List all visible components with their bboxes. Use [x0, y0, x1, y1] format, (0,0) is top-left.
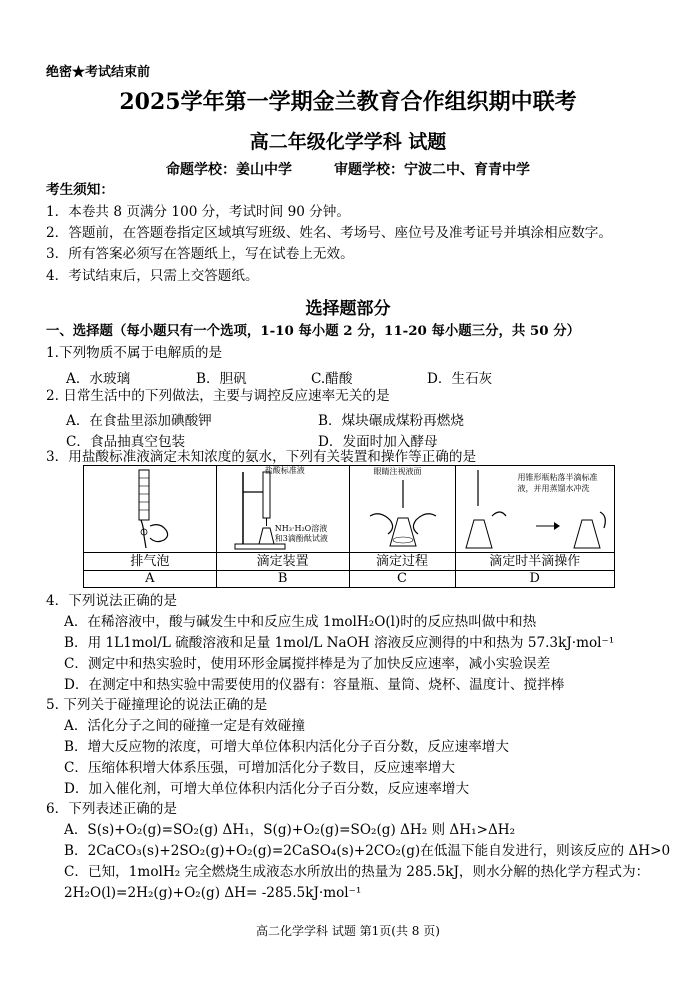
- q4-option-a: A．在稀溶液中，酸与碱发生中和反应生成 1molH₂O(l)时的反应热叫做中和热: [64, 614, 537, 630]
- secret-label: 绝密★考试结束前: [46, 65, 151, 80]
- q6-option-a: A．S(s)+O₂(g)=SO₂(g) ΔH₁，S(g)+O₂(g)=SO₂(g) ΔH₂ 则 ΔH₁>ΔH₂: [64, 822, 516, 838]
- q2-option-d: D．发面时加入酵母: [318, 434, 438, 450]
- figure-letter: A: [84, 571, 217, 588]
- q1-option-a: A．水玻璃: [66, 371, 131, 387]
- author-line: 命题学校：姜山中学 审题学校：宁波二中、育青中学: [166, 162, 530, 178]
- burette-bubble-icon: [84, 466, 217, 552]
- question-4-stem: 4．下列说法正确的是: [46, 593, 177, 609]
- q6-option-b: B．2CaCO₃(s)+2SO₂(g)+O₂(g)=2CaSO₄(s)+2CO₂(g)在低温下能自发进行，则该反应的 ΔH>0: [64, 843, 671, 859]
- figure-caption: 滴定装置: [216, 553, 349, 571]
- notice-item: 4．考试结束后，只需上交答题纸。: [46, 268, 259, 284]
- titration-process-icon: [350, 466, 456, 552]
- figure-cell-a: [84, 466, 217, 553]
- figure-caption: 滴定过程: [349, 553, 455, 571]
- q5-option-d: D．加入催化剂，可增大单位体积内活化分子百分数，反应速率增大: [64, 781, 470, 797]
- half-drop-label-2: 液，并用蒸馏水冲洗: [517, 484, 590, 493]
- figure-caption: 排气泡: [84, 553, 217, 571]
- q1-option-b: B．胆矾: [196, 371, 247, 387]
- notice-heading: 考生须知：: [46, 182, 114, 198]
- q1-option-d: D．生石灰: [427, 371, 493, 387]
- q1-option-c: C.醋酸: [311, 371, 353, 387]
- notice-item: 2．答题前，在答题卷指定区域填写班级、姓名、考场号、座位号及准考证号并填涂相应数字。: [46, 225, 612, 241]
- page-footer: 高二化学学科 试题 第1页(共 8 页): [256, 924, 440, 938]
- ammonia-solution-label: NH₃·H₂O溶液: [274, 524, 328, 533]
- question-3-stem: 3．用盐酸标准液滴定未知浓度的氨水，下列有关装置和操作等正确的是: [46, 449, 477, 465]
- q5-option-b: B．增大反应物的浓度，可增大单位体积内活化分子百分数，反应速率增大: [64, 739, 509, 755]
- standard-hcl-label: 盐酸标准液: [264, 466, 305, 475]
- eye-watch-label: 眼睛注视液面: [373, 467, 422, 476]
- figure-letter: C: [349, 571, 455, 588]
- part-heading: 一、选择题（每小题只有一个选项，1-10 每小题 2 分，11-20 每小题三分，共 50 分）: [46, 323, 580, 339]
- titration-figure-table: [83, 465, 615, 588]
- figure-cell-c: [349, 466, 455, 553]
- notice-item: 3．所有答案必须写在答题纸上，写在试卷上无效。: [46, 246, 354, 262]
- q2-option-a: A．在食盐里添加碘酸钾: [66, 413, 212, 429]
- question-5-stem: 5. 下列关于碰撞理论的说法正确的是: [46, 697, 268, 713]
- question-2-stem: 2. 日常生活中的下列做法，主要与调控反应速率无关的是: [46, 388, 390, 404]
- question-6-stem: 6．下列表述正确的是: [46, 801, 177, 817]
- q6-option-c: C．已知，1molH₂ 完全燃烧生成液态水所放出的热量为 285.5kJ，则水分解的热化学方程式为：: [64, 864, 650, 880]
- figure-caption: 滴定时半滴操作: [455, 553, 614, 571]
- figure-cell-d: [455, 466, 614, 553]
- q4-option-c: C．测定中和热实验时，使用环形金属搅拌棒是为了加快反应速率，减小实验误差: [64, 656, 551, 672]
- half-drop-label: 用锥形瓶粘落半滴标准: [517, 473, 598, 482]
- q2-option-c: C．食品抽真空包装: [66, 434, 186, 450]
- question-1-stem: 1.下列物质不属于电解质的是: [46, 345, 223, 361]
- q4-option-d: D．在测定中和热实验中需要使用的仪器有：容量瓶、量筒、烧杯、温度计、搅拌棒: [64, 677, 565, 693]
- section-title: 选择题部分: [305, 299, 391, 319]
- figure-letter: D: [455, 571, 614, 588]
- q2-option-b: B．煤块碾成煤粉再燃烧: [318, 413, 464, 429]
- q4-option-b: B．用 1L1mol/L 硫酸溶液和足量 1mol/L NaOH 溶液反应测得的中和热为 57.3kJ·mol⁻¹: [64, 635, 615, 651]
- figure-letter: B: [216, 571, 349, 588]
- q5-option-a: A．活化分子之间的碰撞一定是有效碰撞: [64, 718, 305, 734]
- q5-option-c: C．压缩体积增大体系压强，可增加活化分子数目，反应速率增大: [64, 760, 456, 776]
- exam-title: 2025学年第一学期金兰教育合作组织期中联考: [119, 89, 577, 115]
- notice-item: 1．本卷共 8 页满分 100 分，考试时间 90 分钟。: [46, 204, 350, 220]
- q6-option-c-equation: 2H₂O(l)=2H₂(g)+O₂(g) ΔH= -285.5kJ·mol⁻¹: [64, 885, 362, 901]
- phenolphthalein-label: 和3滴酚酞试液: [274, 534, 328, 543]
- figure-cell-b: [216, 466, 349, 553]
- exam-subtitle: 高二年级化学学科 试题: [249, 131, 447, 153]
